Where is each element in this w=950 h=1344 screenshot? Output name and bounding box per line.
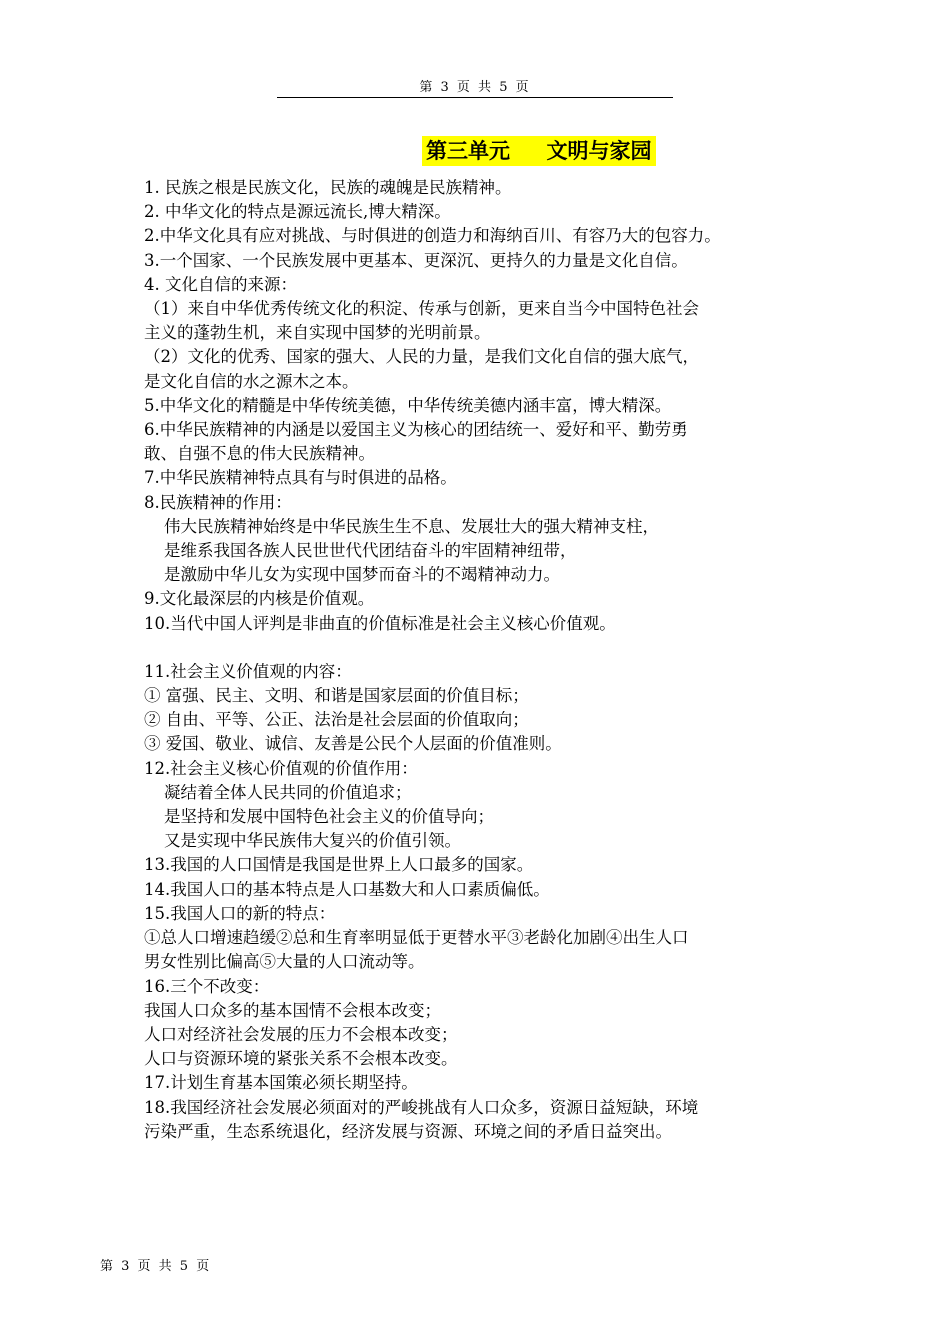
text-line: 伟大民族精神始终是中华民族生生不息、发展壮大的强大精神支柱， (164, 516, 659, 536)
text-line: 15.我国人口的新的特点： (144, 903, 336, 923)
text-line: 5.中华文化的精髓是中华传统美德，中华传统美德内涵丰富，博大精深。 (144, 395, 672, 415)
text-line: （1）来自中华优秀传统文化的积淀、传承与创新，更来自当今中国特色社会 (144, 299, 699, 319)
text-line: 14.我国人口的基本特点是人口基数大和人口素质偏低。 (144, 879, 550, 899)
text-line: 17.计划生育基本国策必须长期坚持。 (144, 1073, 418, 1093)
text-line: 是坚持和发展中国特色社会主义的价值导向； (164, 807, 494, 827)
page-footer: 第 3 页 共 5 页 (100, 1259, 212, 1274)
text-line: 7.中华民族精神特点具有与时俱进的品格。 (144, 468, 457, 488)
header-rule (277, 97, 673, 98)
text-line: 人口对经济社会发展的压力不会根本改变； (144, 1024, 458, 1044)
page-header: 第 3 页 共 5 页 (419, 80, 531, 95)
text-line: 18.我国经济社会发展必须面对的严峻挑战有人口众多，资源日益短缺，环境 (144, 1097, 699, 1117)
text-line: ① 富强、民主、文明、和谐是国家层面的价值目标； (144, 686, 529, 706)
text-line: 10.当代中国人评判是非曲直的价值标准是社会主义核心价值观。 (144, 613, 616, 633)
text-line: 2. 中华文化的特点是源远流长,博大精深。 (144, 202, 451, 222)
text-line: 6.中华民族精神的内涵是以爱国主义为核心的团结统一、爱好和平、勤劳勇 (144, 420, 688, 440)
text-line: 4. 文化自信的来源： (144, 274, 297, 294)
text-line: ③ 爱国、敬业、诚信、友善是公民个人层面的价值准则。 (144, 734, 562, 754)
text-line: 是维系我国各族人民世世代代团结奋斗的牢固精神纽带， (164, 541, 577, 561)
text-line: 污染严重，生态系统退化，经济发展与资源、环境之间的矛盾日益突出。 (144, 1121, 672, 1141)
text-line: 1. 民族之根是民族文化，民族的魂魄是民族精神。 (144, 178, 512, 197)
document-body (144, 176, 814, 1144)
text-line: 2.中华文化具有应对挑战、与时俱进的创造力和海纳百川、有容乃大的包容力。 (144, 226, 721, 246)
text-line: 敢、自强不息的伟大民族精神。 (144, 444, 375, 464)
text-line: 12.社会主义核心价值观的价值作用： (144, 758, 418, 778)
text-line: ①总人口增速趋缓②总和生育率明显低于更替水平③老龄化加剧④出生人口 (144, 928, 689, 948)
text-line: 我国人口众多的基本国情不会根本改变； (144, 1000, 441, 1020)
text-line: ② 自由、平等、公正、法治是社会层面的价值取向； (144, 710, 529, 730)
text-line: 又是实现中华民族伟大复兴的价值引领。 (164, 831, 461, 851)
text-line: 9.文化最深层的内核是价值观。 (144, 589, 375, 609)
text-line: 是激励中华儿女为实现中国梦而奋斗的不竭精神动力。 (164, 565, 560, 585)
text-line: 16.三个不改变： (144, 976, 270, 996)
text-line: 凝结着全体人民共同的价值追求； (164, 782, 412, 802)
text-line: （2）文化的优秀、国家的强大、人民的力量，是我们文化自信的强大底气， (144, 347, 699, 367)
blank-line (144, 636, 814, 660)
text-line: 13.我国的人口国情是我国是世界上人口最多的国家。 (144, 855, 534, 875)
text-line: 3.一个国家、一个民族发展中更基本、更深沉、更持久的力量是文化自信。 (144, 250, 688, 270)
text-line: 8.民族精神的作用： (144, 492, 292, 512)
text-line: 是文化自信的水之源木之本。 (144, 371, 359, 391)
text-line: 主义的蓬勃生机，来自实现中国梦的光明前景。 (144, 323, 491, 343)
unit-title: 第三单元 文明与家园 (422, 136, 656, 166)
text-line: 男女性别比偏高⑤大量的人口流动等。 (144, 952, 425, 972)
text-line: 人口与资源环境的紧张关系不会根本改变。 (144, 1049, 458, 1069)
text-line: 11.社会主义价值观的内容： (144, 661, 352, 681)
